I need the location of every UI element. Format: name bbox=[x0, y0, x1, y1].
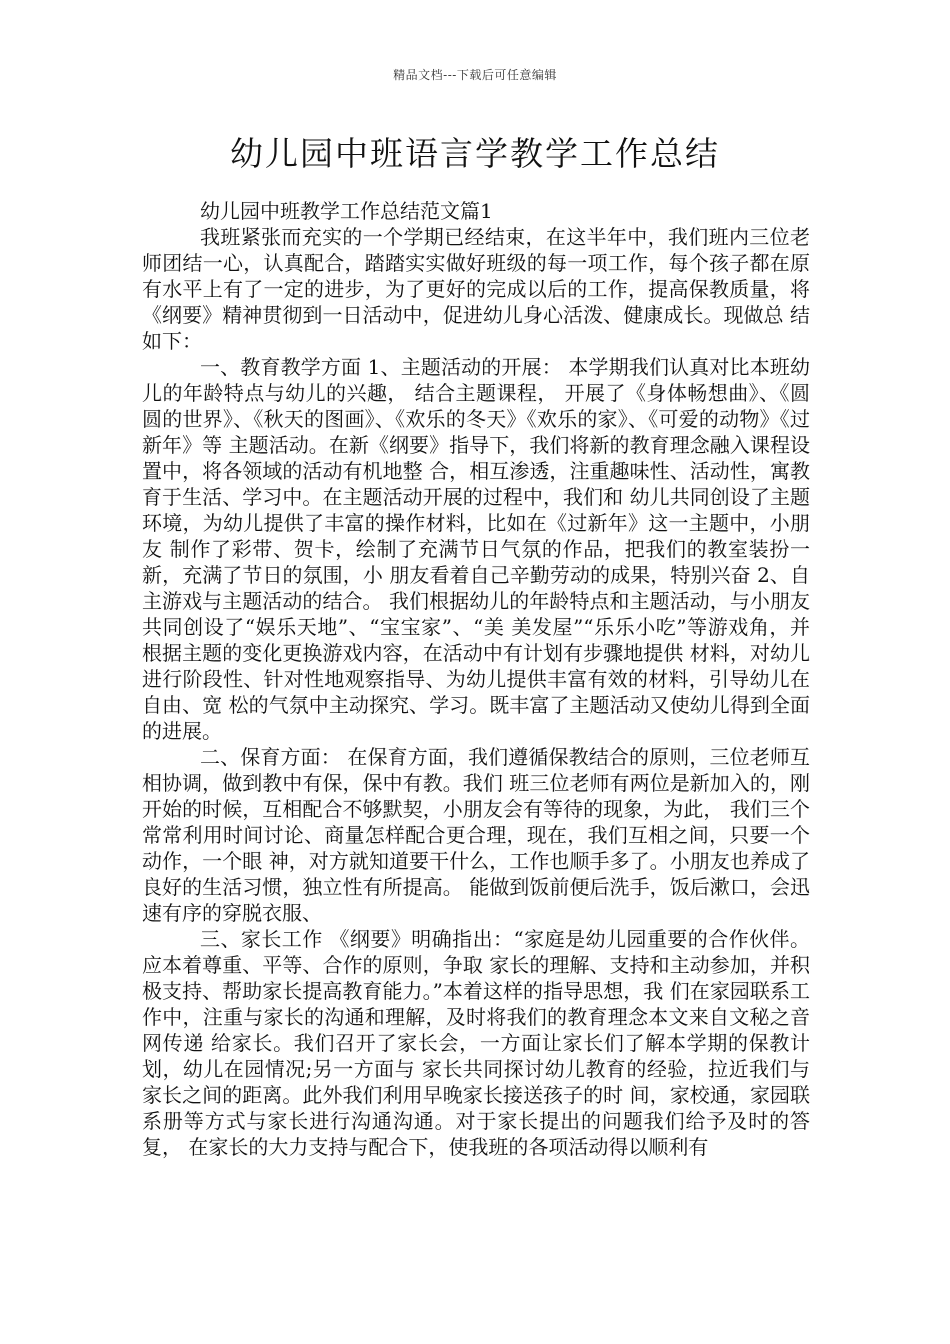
section-heading: 幼儿园中班教学工作总结范文篇1 bbox=[200, 199, 493, 223]
body-paragraph: 三、家长工作 《纲要》明确指出：“家庭是幼儿园重要的合作伙伴。应本着尊重、平等、合作的原则，争取 家长的理解、支持和主动参加，并积极支持、帮助家长提高教育能力。”本着这样的指导思想，我 们在家园联系工作中，注重与家长的沟通和理解，及时将我们的教育理念本文来自文秘之音网传递 给家长。我们召开了家长会，一方面让家长们了解本学期的保教计划，幼儿在园情况;另一方面与 家长共同探讨幼儿教育的经验，拉近我们与家长之间的距离。此外我们利用早晚家长接送孩子的时 间，家校通，家园联系册等方式与家长进行沟通沟通。对于家长提出的问题我们给予及时的答复， 在家长的大力支持与配合下，使我班的各项活动得以顺利有 bbox=[142, 927, 810, 1159]
document-body bbox=[142, 198, 810, 1160]
document-title: 幼儿园中班语言学教学工作总结 bbox=[230, 134, 720, 173]
body-paragraph: 我班紧张而充实的一个学期已经结束，在这半年中，我们班内三位老师团结一心，认真配合，踏踏实实做好班级的每一项工作，每个孩子都在原有水平上有了一定的进步，为了更好的完成以后的工作，提高保教质量，将《纲要》精神贯彻到一日活动中，促进幼儿身心活泼、健康成长。现做总 结如下： bbox=[142, 225, 810, 353]
header-note: 精品文档---下载后可任意编辑 bbox=[393, 68, 557, 82]
body-paragraph: 一、教育教学方面 1、主题活动的开展： 本学期我们认真对比本班幼儿的年龄特点与幼儿的兴趣， 结合主题课程， 开展了《身体畅想曲》、《圆圆的世界》、《秋天的图画》、《欢乐的冬天》《欢乐的家》、《可爱的动物》《过新年》等 主题活动。在新《纲要》指导下，我们将新的教育理念融入课程设置中，将各领域的活动有机地整 合，相互渗透，注重趣味性、活动性，寓教育于生活、学习中。在主题活动开展的过程中，我们和 幼儿共同创设了主题环境，为幼儿提供了丰富的操作材料，比如在《过新年》这一主题中，小朋友 制作了彩带、贺卡，绘制了充满节日气氛的作品，把我们的教室装扮一新，充满了节日的氛围，小 朋友看着自己辛勤劳动的成果，特别兴奋 2、自主游戏与主题活动的结合。 我们根据幼儿的年龄特点和主题活动，与小朋友共同创设了“娱乐天地”、“宝宝家”、“美 美发屋”“乐乐小吃”等游戏角，并根据主题的变化更换游戏内容，在活动中有计划有步骤地提供 材料，对幼儿进行阶段性、针对性地观察指导、为幼儿提供丰富有效的材料，引导幼儿在自由、宽 松的气氛中主动探究、学习。既丰富了主题活动又使幼儿得到全面的进展。 bbox=[142, 355, 810, 743]
body-paragraph: 二、保育方面： 在保育方面，我们遵循保教结合的原则，三位老师互相协调，做到教中有保，保中有教。我们 班三位老师有两位是新加入的，刚开始的时候，互相配合不够默契，小朋友会有等待的现象，为此， 我们三个常常利用时间讨论、商量怎样配合更合理，现在，我们互相之间，只要一个动作，一个眼 神，对方就知道要干什么，工作也顺手多了。小朋友也养成了良好的生活习惯，独立性有所提高。 能做到饭前便后洗手，饭后漱口，会迅速有序的穿脱衣服、 bbox=[142, 745, 810, 925]
